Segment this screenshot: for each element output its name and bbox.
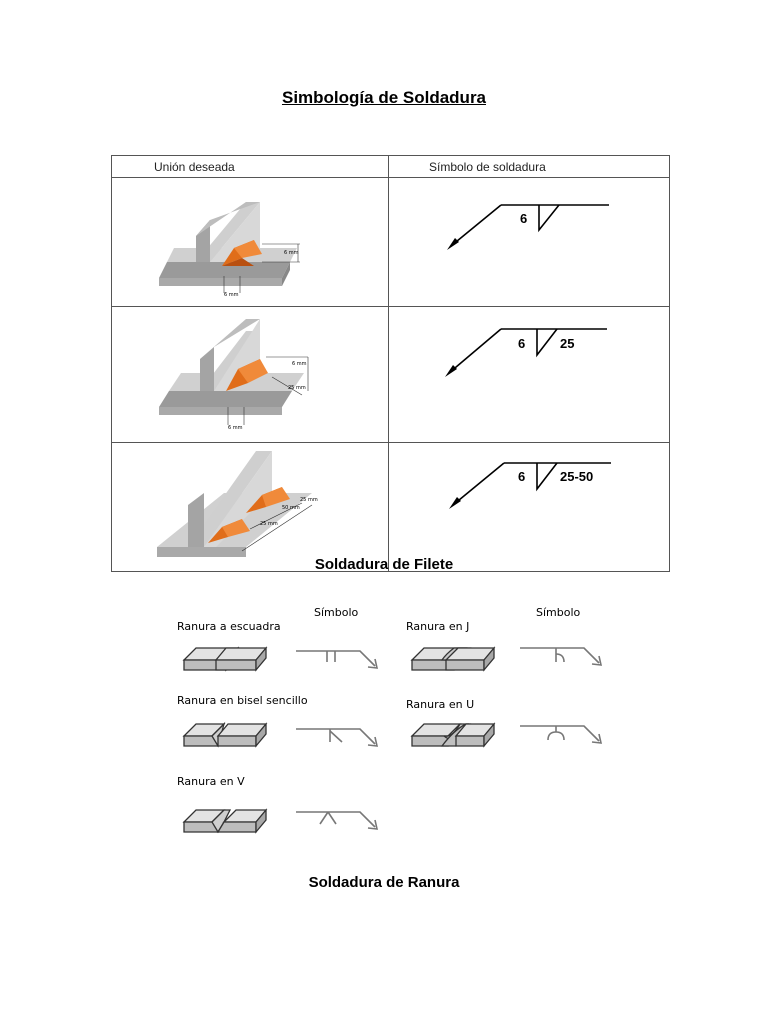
v-groove-joint: [184, 810, 266, 832]
dim-label: 25 mm: [260, 521, 278, 527]
symbol-header-left: Símbolo: [314, 606, 359, 619]
header-union: Unión deseada: [112, 156, 389, 178]
dim-primary: 6: [520, 211, 528, 226]
dim-secondary: 25-50: [560, 469, 594, 484]
joint-cell-1: [112, 178, 389, 307]
header-symbol: Símbolo de soldadura: [389, 156, 670, 178]
symbol-cell-1: [389, 178, 670, 307]
j-groove-joint: [412, 648, 494, 670]
u-groove-joint: [412, 724, 494, 746]
dim-label: 6 mm: [228, 425, 243, 431]
dim-primary: 6: [518, 336, 526, 351]
groove-label-v: Ranura en V: [177, 775, 245, 788]
dim-label: 50 mm: [282, 505, 300, 511]
bevel-groove-joint: [184, 724, 266, 746]
joint-cell-2: [112, 307, 389, 443]
dim-label: 25 mm: [300, 497, 318, 503]
groove-caption: Soldadura de Ranura: [308, 874, 460, 891]
page-title: Simbología de Soldadura: [281, 88, 487, 107]
v-groove-symbol: [296, 812, 377, 829]
fillet-joint-illustration-2: [112, 307, 388, 437]
fillet-caption: Soldadura de Filete: [314, 556, 454, 573]
fillet-joint-illustration-3: [112, 443, 388, 566]
symbol-header-right: Símbolo: [536, 606, 581, 619]
dim-secondary: 25: [560, 336, 575, 351]
groove-label-bevel: Ranura en bisel sencillo: [177, 694, 308, 707]
groove-label-j: Ranura en J: [406, 620, 470, 633]
symbol-cell-3: [389, 443, 670, 572]
bevel-groove-symbol: [296, 729, 377, 746]
fillet-joint-illustration-1: [112, 178, 388, 301]
u-groove-symbol: [520, 726, 601, 743]
square-groove-joint: [184, 648, 266, 670]
groove-weld-chart: [170, 598, 620, 848]
fillet-symbol-3: [389, 443, 669, 566]
groove-label-square: Ranura a escuadra: [177, 620, 281, 633]
symbol-cell-2: [389, 307, 670, 443]
dim-label: 6 mm: [284, 250, 299, 256]
dim-label: 25 mm: [288, 385, 306, 391]
square-groove-symbol: [296, 651, 377, 668]
fillet-weld-table: [111, 155, 670, 572]
dim-label: 6 mm: [224, 292, 239, 298]
j-groove-symbol: [520, 648, 601, 665]
dim-label: 6 mm: [292, 361, 307, 367]
joint-cell-3: [112, 443, 389, 572]
dim-primary: 6: [518, 469, 526, 484]
fillet-symbol-2: [389, 307, 669, 437]
groove-label-u: Ranura en U: [406, 698, 475, 711]
fillet-symbol-1: [389, 178, 669, 301]
